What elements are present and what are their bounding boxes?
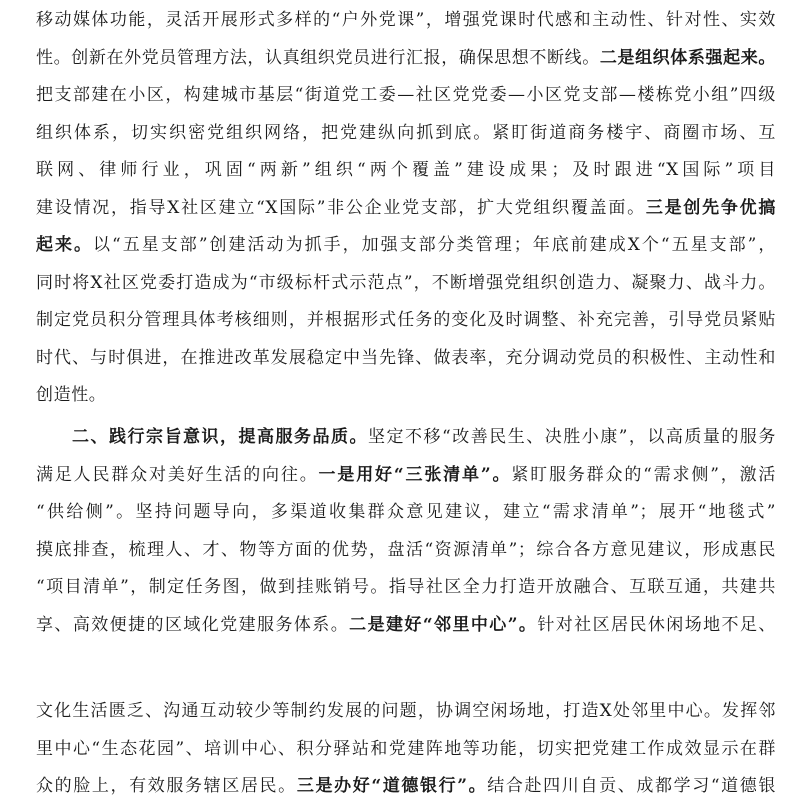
text-line: 建设情况，指导X社区建立“X国际”非公企业党支部，扩大党组织覆盖面。三是创先争优搞	[36, 197, 776, 218]
text-line: 把支部建在小区，构建城市基层“街道党工委—社区党党委—小区党支部—楼栋党小组”四级	[36, 85, 776, 105]
text-line: “供给侧”。坚持问题导向，多渠道收集群众意见建议，建立“需求清单”；展开“地毯式”	[36, 502, 776, 522]
paragraph-3	[36, 693, 776, 806]
text-line: 性。创新在外党员管理方法，认真组织党员进行汇报，确保思想不断线。二是组织体系强起来。	[36, 47, 777, 68]
text-line: 二、践行宗旨意识，提高服务品质。坚定不移“改善民生、决胜小康”，以高质量的服务	[72, 427, 776, 447]
text-line: 享、高效便捷的区域化党建服务体系。二是建好“邻里中心”。针对社区居民休闲场地不足、	[36, 614, 776, 635]
text-line: 组织体系，切实织密党组织网络，把党建纵向抓到底。紧盯街道商务楼宇、商圈市场、互	[36, 122, 776, 143]
paragraph-2	[36, 419, 776, 644]
text-line: 起来。以“五星支部”创建活动为抓手，加强支部分类管理；年底前建成X个“五星支部”，	[36, 235, 776, 255]
text-line: 摸底排查，梳理人、才、物等方面的优势，盘活“资源清单”；综合各方意见建议，形成惠民	[36, 539, 776, 560]
paragraph-1	[36, 2, 776, 415]
text-line: 移动媒体功能，灵活开展形式多样的“户外党课”，增强党课时代感和主动性、针对性、实效	[36, 10, 776, 30]
text-line: 创造性。	[36, 385, 107, 405]
text-line: 众的脸上，有效服务辖区居民。三是办好“道德银行”。结合赴四川自贡、成都学习“道德银	[36, 776, 777, 796]
text-line: 联网、律师行业，巩固“两新”组织“两个覆盖”建设成果；及时跟进“X国际”项目	[36, 160, 776, 180]
text-line: 制定党员积分管理具体考核细则，并根据形式任务的变化及时调整、补充完善，引导党员紧贴	[36, 310, 776, 330]
text-line: 时代、与时俱进，在推进改革发展稳定中当先锋、做表率，充分调动党员的积极性、主动性和	[36, 347, 776, 368]
text-line: 满足人民群众对美好生活的向往。一是用好“三张清单”。紧盯服务群众的“需求侧”，激活	[36, 464, 777, 485]
text-line: 里中心“生态花园”、培训中心、积分驿站和党建阵地等功能，切实把党建工作成效显示在群	[36, 738, 776, 759]
text-line: 同时将X社区党委打造成为“市级标杆式示范点”，不断增强党组织创造力、凝聚力、战斗力。	[36, 272, 776, 293]
text-line: “项目清单”，制定任务图，做到挂账销号。指导社区全力打造开放融合、互联互通，共建共	[36, 577, 776, 597]
text-line: 文化生活匮乏、沟通互动较少等制约发展的问题，协调空闲场地，打造X处邻里中心。发挥邻	[36, 701, 776, 721]
